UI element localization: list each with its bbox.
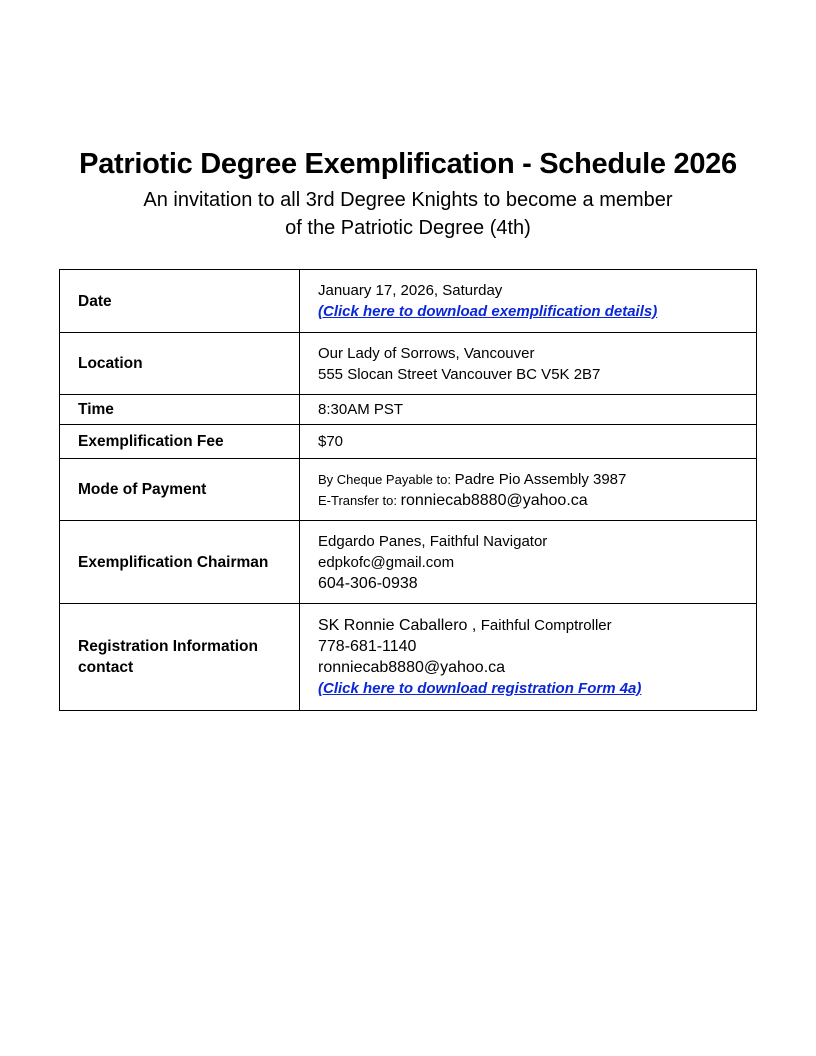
registration-phone: 778-681-1140 <box>318 638 417 655</box>
time-value: 8:30AM PST <box>300 395 757 425</box>
date-value: January 17, 2026, Saturday <box>318 282 503 299</box>
location-cell <box>300 333 757 395</box>
time-label: Time <box>60 395 300 425</box>
cheque-payee: Padre Pio Assembly 3987 <box>454 470 627 488</box>
fee-value: $70 <box>300 425 757 459</box>
date-cell <box>300 270 757 333</box>
location-line-2: 555 Slocan Street Vancouver BC V5K 2B7 <box>318 365 601 383</box>
chairman-email: edpkofc@gmail.com <box>318 553 455 571</box>
table-row-time <box>60 395 757 425</box>
chairman-name: Edgardo Panes, Faithful Navigator <box>318 532 548 550</box>
chairman-label: Exemplification Chairman <box>60 521 300 604</box>
subtitle-line-1: An invitation to all 3rd Degree Knights to become a member <box>143 189 673 211</box>
fee-label: Exemplification Fee <box>60 425 300 459</box>
page-title: Patriotic Degree Exemplification - Schedule 2026 <box>79 148 737 180</box>
subtitle-line-2: of the Patriotic Degree (4th) <box>285 217 531 239</box>
exemplification-details-link[interactable]: (Click here to download exemplification details) <box>318 303 658 320</box>
registration-label-line-1: Registration Information <box>78 638 258 655</box>
schedule-table <box>59 269 757 711</box>
registration-email: ronniecab8880@yahoo.ca <box>318 659 506 676</box>
etransfer-email: ronniecab8880@yahoo.ca <box>400 491 588 509</box>
registration-cell <box>300 604 757 711</box>
date-label: Date <box>60 270 300 333</box>
registration-label <box>60 604 300 711</box>
chairman-cell <box>300 521 757 604</box>
table-row-fee <box>60 425 757 459</box>
location-line-1: Our Lady of Sorrows, Vancouver <box>318 344 535 362</box>
payment-cell <box>300 459 757 521</box>
registration-contact-line <box>318 615 756 636</box>
page-subtitle <box>0 186 816 242</box>
registration-role: Faithful Comptroller <box>480 617 612 634</box>
table-row-payment <box>60 459 757 521</box>
table-row-date <box>60 270 757 333</box>
registration-label-line-2: contact <box>78 659 134 676</box>
registration-name: SK Ronnie Caballero , <box>318 617 481 634</box>
etransfer-line <box>318 490 756 511</box>
cheque-prefix: By Cheque Payable to: <box>318 471 455 487</box>
table-row-location <box>60 333 757 395</box>
table-row-chairman <box>60 521 757 604</box>
table-row-registration <box>60 604 757 711</box>
payment-label: Mode of Payment <box>60 459 300 521</box>
chairman-phone: 604-306-0938 <box>318 574 418 592</box>
location-label: Location <box>60 333 300 395</box>
cheque-line <box>318 469 756 490</box>
etransfer-prefix: E-Transfer to: <box>318 492 401 508</box>
registration-form-link[interactable]: (Click here to download registration Form 4a) <box>318 680 642 697</box>
